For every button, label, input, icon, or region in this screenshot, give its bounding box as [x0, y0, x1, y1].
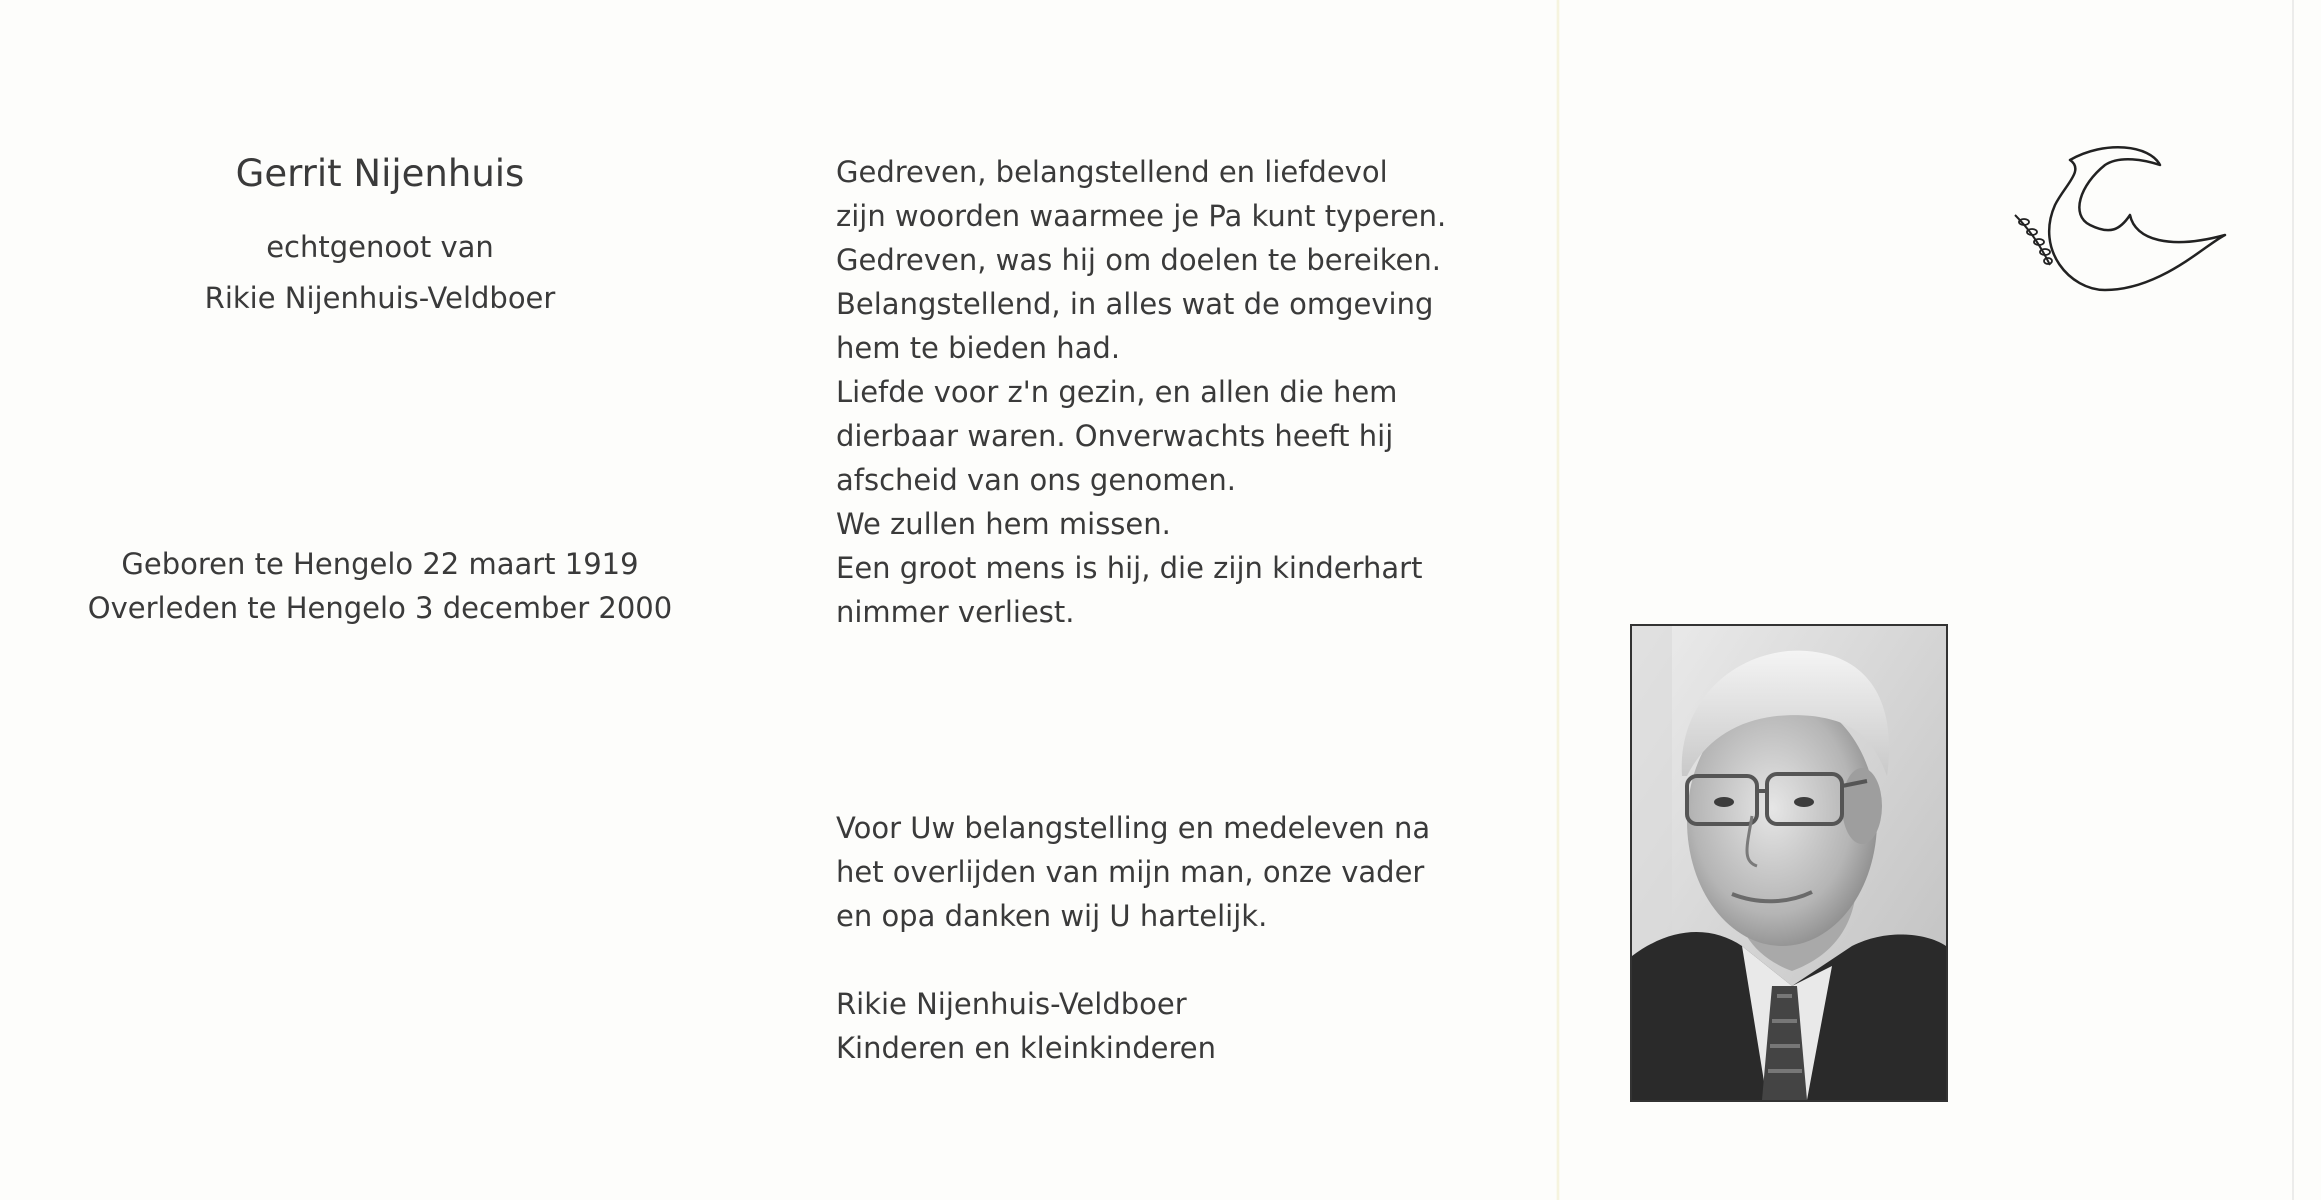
deceased-block: [40, 150, 720, 324]
card-edge: [2292, 0, 2294, 1200]
poem-line: afscheid van ons genomen.: [836, 463, 1236, 497]
poem-line: Een groot mens is hij, die zijn kinderhart: [836, 551, 1423, 585]
spouse-name: Rikie Nijenhuis-Veldboer: [204, 281, 556, 315]
poem-line: nimmer verliest.: [836, 595, 1075, 629]
fold-line: [1556, 0, 1560, 1200]
portrait-photo: [1630, 624, 1948, 1102]
thanks-line: het overlijden van mijn man, onze vader: [836, 855, 1425, 889]
birth-line: Geboren te Hengelo 22 maart 1919: [121, 547, 639, 581]
poem-block: [836, 150, 1476, 634]
poem-line: We zullen hem missen.: [836, 507, 1171, 541]
thanks-block: [836, 806, 1476, 938]
thanks-line: Voor Uw belangstelling en medeleven na: [836, 811, 1431, 845]
poem-line: Gedreven, belangstellend en liefdevol: [836, 155, 1388, 189]
relation-text: echtgenoot van: [266, 230, 494, 264]
poem-line: Liefde voor z'n gezin, en allen die hem: [836, 375, 1398, 409]
poem-line: hem te bieden had.: [836, 331, 1121, 365]
poem-line: Belangstellend, in alles wat de omgeving: [836, 287, 1434, 321]
death-line: Overleden te Hengelo 3 december 2000: [87, 591, 673, 625]
poem-line: Gedreven, was hij om doelen te bereiken.: [836, 243, 1441, 277]
deceased-name: Gerrit Nijenhuis: [235, 152, 525, 195]
signer-line: Kinderen en kleinkinderen: [836, 1031, 1216, 1065]
signer-line: Rikie Nijenhuis-Veldboer: [836, 987, 1187, 1021]
dove-with-olive-branch-icon: [2010, 140, 2230, 300]
dates-block: [60, 542, 700, 630]
poem-line: zijn woorden waarmee je Pa kunt typeren.: [836, 199, 1447, 233]
thanks-line: en opa danken wij U hartelijk.: [836, 899, 1268, 933]
signers-block: [836, 982, 1476, 1070]
poem-line: dierbaar waren. Onverwachts heeft hij: [836, 419, 1394, 453]
